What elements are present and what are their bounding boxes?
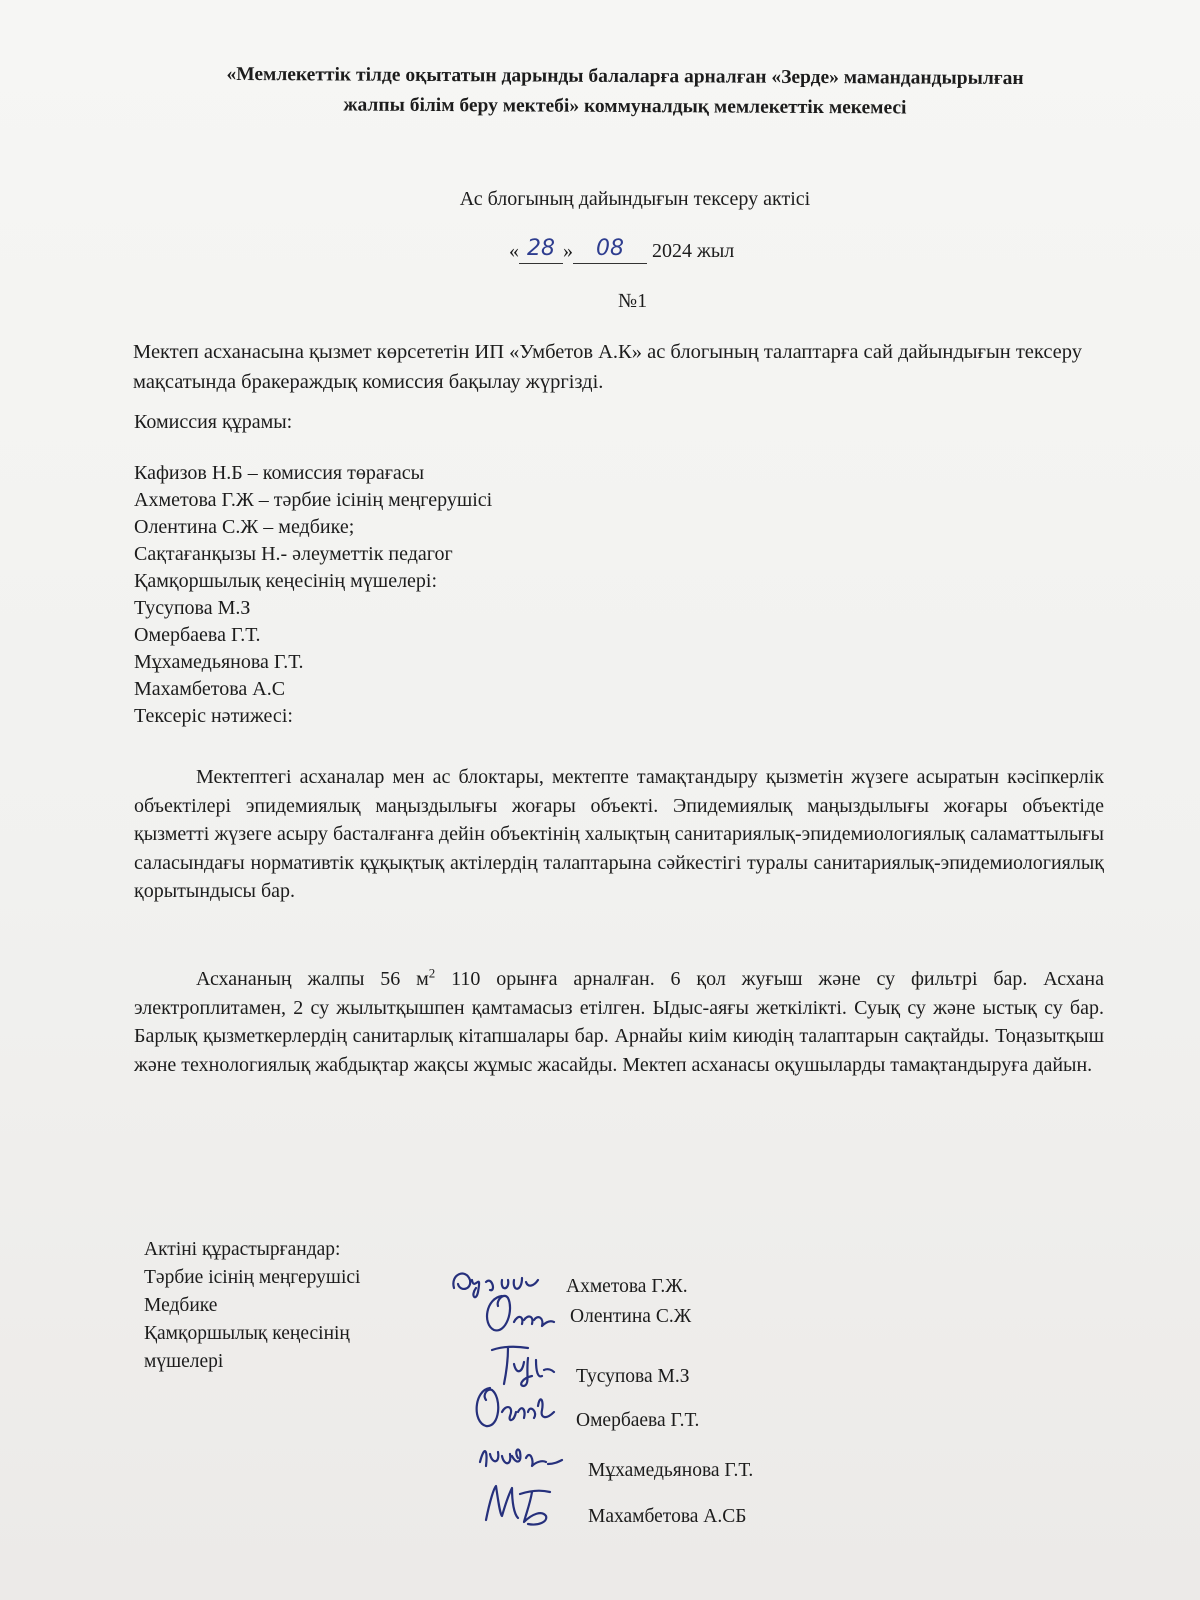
signature-mukhamedyanova <box>476 1436 566 1476</box>
signature-olentina <box>480 1290 560 1340</box>
area-superscript: 2 <box>428 965 436 981</box>
signatures-heading: Актіні құрастырғандар: <box>144 1239 341 1260</box>
signer-role: Қамқоршылық кеңесінің <box>144 1323 350 1344</box>
results-heading: Тексеріс нәтижесі: <box>134 705 293 727</box>
results-paragraph-2-text: 110 орынға арналған. 6 қол жуғыш және су фильтрі бар. Асхана электроплитамен, 2 су жылытқышпен қамтамасыз етілген. Ыдыс-аяғы жеткілікті. Суық су және ыстық су бар. Барлық қызметкерлердің санитарлық кітапшалары бар. Арнайы киім киюдің талаптарын сақтайды. Тоңазытқыш және технологиялық жабдықтар жақсы жұмыс жасайды. Мектеп асханасы оқушыларды тамақтандыруға дайын. <box>134 968 1105 1076</box>
commission-heading: Комиссия құрамы: <box>134 411 293 433</box>
results-paragraph-1 <box>134 763 1104 906</box>
act-number: №1 <box>618 290 648 312</box>
commission-member: Омербаева Г.Т. <box>134 624 261 646</box>
signer-name: Омербаева Г.Т. <box>576 1410 700 1431</box>
results-paragraph-2 <box>134 965 1104 1079</box>
signer-name: Олентина С.Ж <box>570 1306 692 1327</box>
commission-member: Мұхамедьянова Г.Т. <box>134 651 304 673</box>
area-text: Асхананың жалпы 56 м <box>196 968 429 990</box>
signer-name: Тусупова М.З <box>576 1366 690 1387</box>
results-paragraph-1-text: Мектептегі асханалар мен ас блоктары, мектепте тамақтандыру қызметін жүзеге асыратын кәсіпкерлік объектілері эпидемиялық маңыздылығы жоғары объекті. Эпидемиялық маңыздылығы жоғары объектіде қызметті жүзеге асыру басталғанға дейін объектінің халықтың санитариялық-эпидемиологиялық саламаттылығы саласындағы нормативтік құқықтық актілердің талаптарына сәйкестігі туралы санитариялық-эпидемиологиялық қорытындысы бар. <box>134 766 1104 902</box>
act-title: Ас блогының дайындығын тексеру актісі <box>459 188 811 210</box>
signatures-block <box>144 1236 360 1376</box>
header-line-2: жалпы білім беру мектебі» коммуналдық мемлекеттік мекемесі <box>343 94 907 119</box>
signer-role: мүшелері <box>144 1351 224 1372</box>
signer-role: Тәрбие ісінің меңгерушісі <box>144 1267 361 1288</box>
commission-member: Тусупова М.З <box>134 597 251 619</box>
act-date <box>509 238 734 264</box>
date-open-quote: « <box>509 240 519 262</box>
trustee-board-heading: Қамқоршылық кеңесінің мүшелері: <box>134 570 438 592</box>
commission-member: Сақтағанқызы Н.- әлеуметтік педагог <box>134 543 453 565</box>
date-day-field <box>519 238 563 264</box>
signer-role: Медбике <box>144 1295 218 1316</box>
commission-member: Кафизов Н.Б – комиссия төрағасы <box>134 462 425 484</box>
signature-omerbaeva <box>470 1382 560 1432</box>
date-day-handwritten: 28 <box>527 236 555 261</box>
date-month-field <box>573 238 647 264</box>
commission-member: Махамбетова А.С <box>134 678 286 700</box>
header-line-1: «Мемлекеттік тілде оқытатын дарынды балаларға арналған «Зерде» мамандандырылған <box>226 63 1024 90</box>
signer-name: Мұхамедьянова Г.Т. <box>588 1460 754 1481</box>
commission-member: Олентина С.Ж – медбике; <box>134 516 355 538</box>
date-month-handwritten: 08 <box>596 236 624 261</box>
institution-header <box>120 59 1130 124</box>
signature-makhambetova <box>480 1480 570 1530</box>
intro-paragraph: Мектеп асханасына қызмет көрсететін ИП «Умбетов А.К» ас блогының талаптарға сай дайындығын тексеру мақсатында бракераждық комиссия бақылау жүргізді. <box>133 341 1083 393</box>
signer-name: Махамбетова А.СБ <box>588 1506 747 1527</box>
signer-name: Ахметова Г.Ж. <box>566 1276 688 1297</box>
date-close-quote: » <box>563 240 573 262</box>
date-year: 2024 жыл <box>647 240 735 262</box>
commission-member: Ахметова Г.Ж – тәрбие ісінің меңгерушісі <box>134 489 493 511</box>
